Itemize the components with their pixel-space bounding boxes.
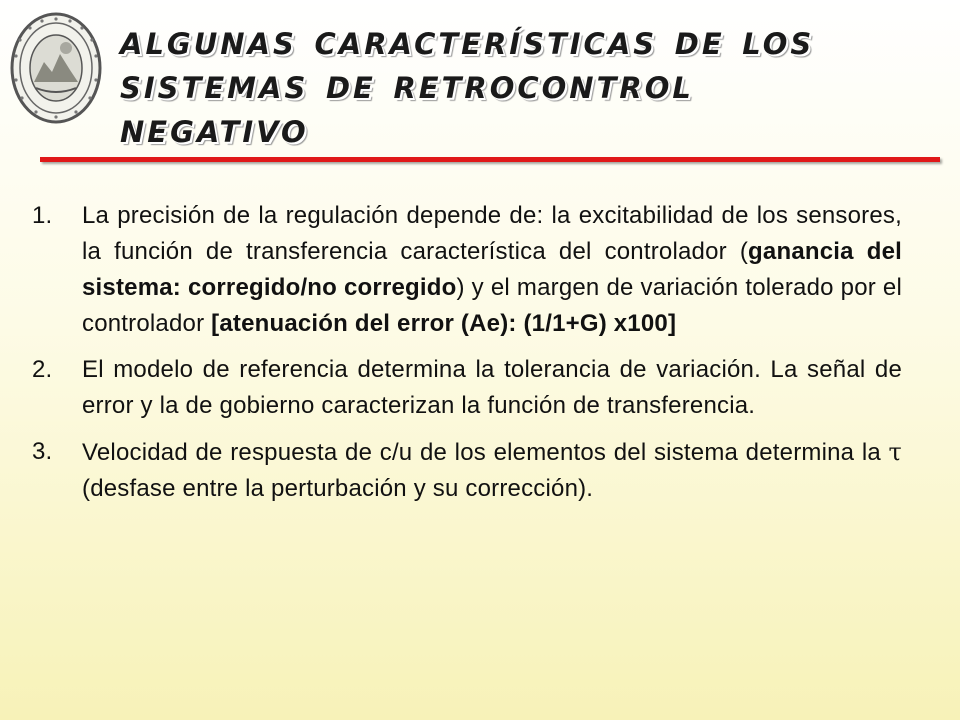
title-divider bbox=[40, 157, 940, 162]
item-bold-text: [atenuación del error (Ae): (1/1+G) x100] bbox=[211, 310, 677, 337]
item-text: Velocidad de respuesta de c/u de los elementos del sistema determina la bbox=[82, 439, 889, 466]
list-item bbox=[32, 352, 902, 424]
title-line-3: negativo bbox=[120, 103, 309, 152]
slide-title bbox=[120, 15, 920, 152]
title-line-2: sistemas de retrocontrol bbox=[120, 59, 694, 108]
item-text: (desfase entre la perturbación y su corrección). bbox=[82, 475, 594, 502]
item-text: La precisión de la regulación depende de: la excitabilidad de los sensores, la función de transferencia característica del controlador ( bbox=[82, 202, 902, 265]
title-line-1: algunas características de los bbox=[120, 15, 815, 64]
item-bold-text: ganancia del sistema: corregido/no corregido bbox=[82, 238, 902, 301]
list-item bbox=[32, 198, 902, 342]
university-seal-icon bbox=[8, 10, 104, 126]
list-item bbox=[32, 434, 902, 507]
item-number: 3. bbox=[32, 438, 53, 465]
characteristics-list bbox=[32, 198, 902, 517]
item-text: ) y el margen de variación tolerado por el controlador bbox=[82, 274, 902, 337]
item-text: El modelo de referencia determina la tolerancia de variación. La señal de error y la de gobierno caracterizan la función de transferencia. bbox=[82, 356, 902, 419]
tau-symbol: τ bbox=[888, 438, 902, 466]
item-number: 1. bbox=[32, 202, 53, 229]
item-number: 2. bbox=[32, 356, 53, 383]
